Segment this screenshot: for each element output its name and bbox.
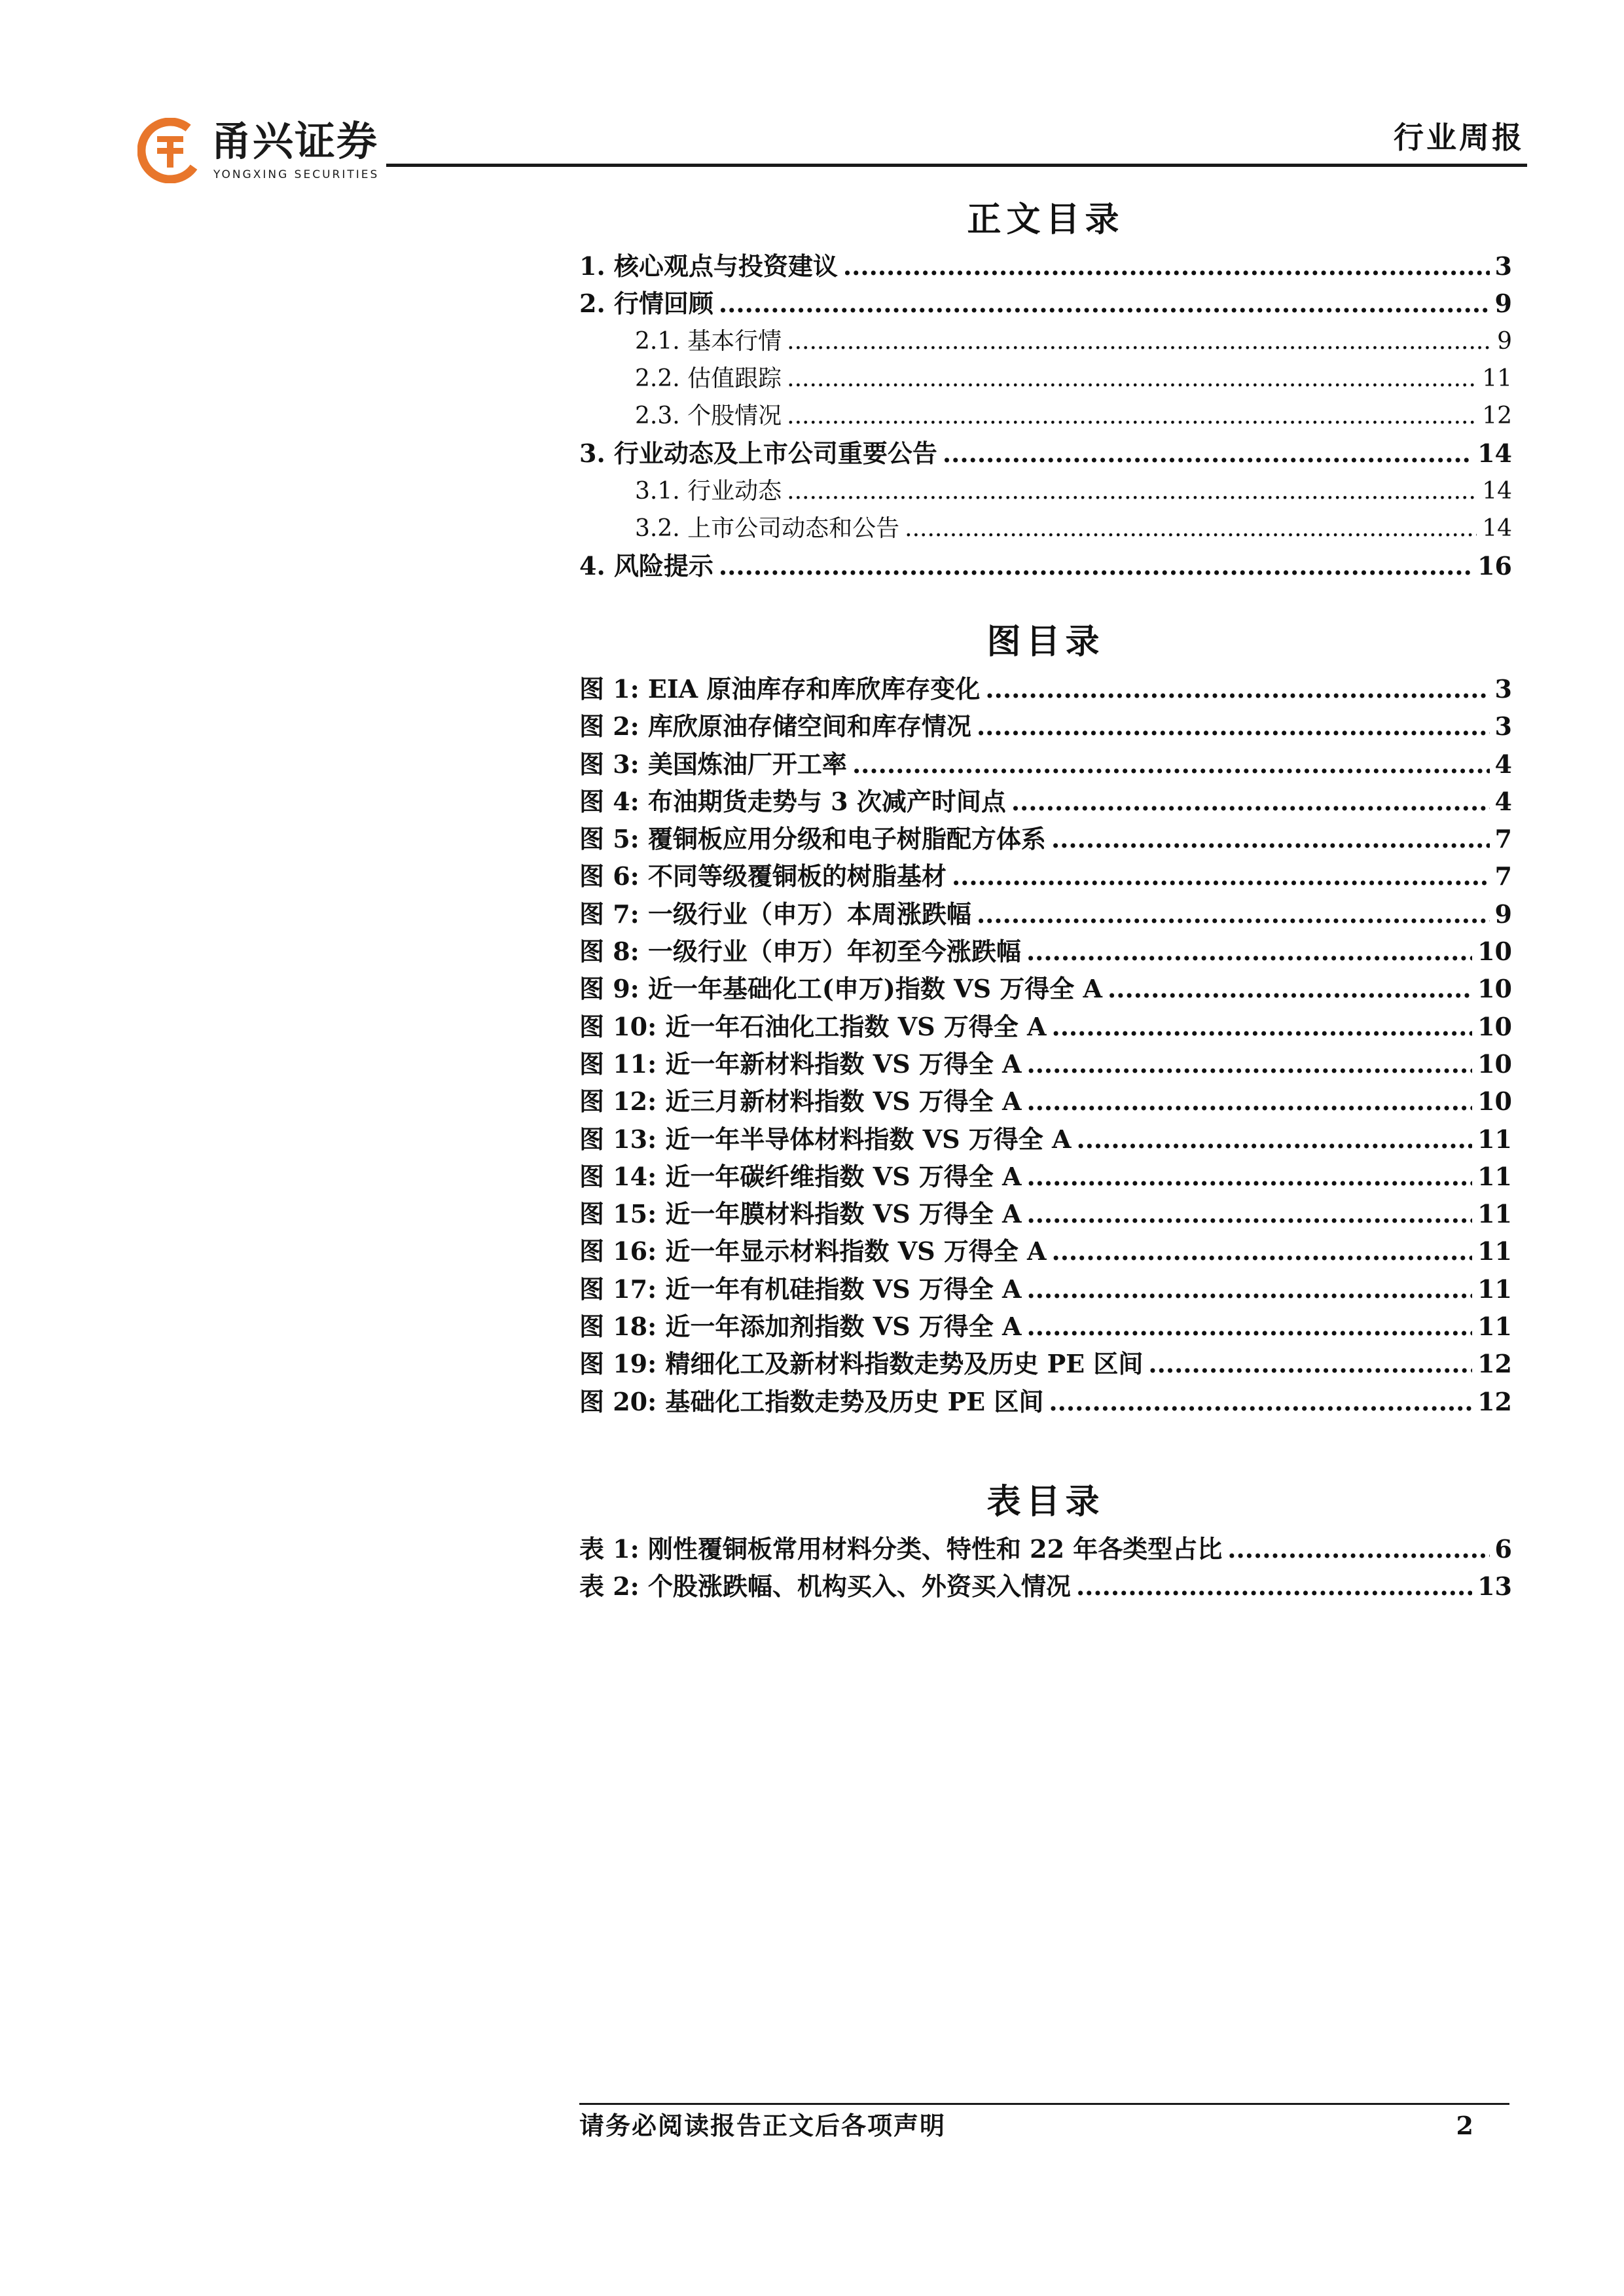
dot-leader [1051, 1008, 1472, 1045]
toc-entry-page: 9 [1497, 327, 1512, 355]
toc-entry-label: 3.2. 上市公司动态和公告 [635, 515, 900, 543]
figure-entry[interactable] [579, 1232, 1512, 1270]
toc-entry[interactable] [579, 323, 1512, 360]
figure-entry-page: 11 [1477, 1236, 1512, 1266]
page-number: 2 [1456, 2111, 1473, 2140]
dot-leader [943, 435, 1472, 472]
toc-entry[interactable] [579, 285, 1512, 322]
toc-entry-page: 3 [1494, 251, 1512, 281]
dot-leader [787, 360, 1477, 397]
figure-entry[interactable] [579, 1270, 1512, 1308]
toc-entry-label: 2. 行情回顾 [579, 289, 713, 319]
toc-entry[interactable] [579, 547, 1512, 584]
tables-list [579, 1530, 1512, 1605]
figure-entry-page: 10 [1477, 1086, 1512, 1117]
figure-entry-label: 图 17: 近一年有机硅指数 VS 万得全 A [579, 1274, 1022, 1304]
table-entry-page: 13 [1477, 1571, 1512, 1602]
dot-leader [1026, 1270, 1472, 1308]
toc-list [579, 247, 1512, 585]
figure-entry-page: 4 [1494, 786, 1512, 816]
table-entry-label: 表 2: 个股涨跌幅、机构买入、外资买入情况 [579, 1571, 1071, 1602]
dot-leader [1051, 1232, 1472, 1270]
footer-divider [579, 2103, 1509, 2105]
toc-entry[interactable] [579, 397, 1512, 435]
figure-entry[interactable] [579, 970, 1512, 1007]
table-entry-label: 表 1: 刚性覆铜板常用材料分类、特性和 22 年各类型占比 [579, 1534, 1223, 1564]
toc-entry-page: 14 [1482, 477, 1512, 505]
figure-entry-label: 图 12: 近三月新材料指数 VS 万得全 A [579, 1086, 1022, 1117]
footer-disclaimer: 请务必阅读报告正文后各项声明 [579, 2111, 947, 2140]
figure-entry-page: 12 [1477, 1386, 1512, 1416]
dot-leader [977, 708, 1490, 745]
figure-entry[interactable] [579, 1345, 1512, 1382]
company-logo [137, 115, 380, 187]
toc-entry-label: 2.3. 个股情况 [635, 403, 782, 430]
dot-leader [719, 285, 1490, 322]
figure-entry-page: 11 [1477, 1161, 1512, 1191]
toc-entry[interactable] [579, 247, 1512, 285]
figure-entry-page: 9 [1494, 899, 1512, 929]
table-entry[interactable] [579, 1530, 1512, 1568]
figure-entry-label: 图 6: 不同等级覆铜板的树脂基材 [579, 861, 947, 891]
dot-leader [1049, 1383, 1472, 1420]
dot-leader [1076, 1568, 1472, 1605]
figure-entry-label: 图 15: 近一年膜材料指数 VS 万得全 A [579, 1199, 1022, 1229]
toc-entry-label: 2.1. 基本行情 [635, 327, 782, 355]
figure-entry-page: 10 [1477, 974, 1512, 1004]
dot-leader [977, 895, 1490, 933]
dot-leader [1026, 1045, 1472, 1083]
figure-entry-page: 11 [1477, 1274, 1512, 1304]
figure-entry-label: 图 18: 近一年添加剂指数 VS 万得全 A [579, 1312, 1022, 1342]
dot-leader [719, 547, 1472, 584]
figure-entry[interactable] [579, 1383, 1512, 1420]
logo-icon [137, 118, 203, 183]
figure-entry-label: 图 13: 近一年半导体材料指数 VS 万得全 A [579, 1124, 1072, 1154]
dot-leader [1026, 1308, 1472, 1345]
figure-entry-page: 3 [1494, 674, 1512, 704]
toc-entry-label: 1. 核心观点与投资建议 [579, 251, 838, 281]
logo-text-en: YONGXING SECURITIES [213, 168, 380, 181]
figure-entry-label: 图 20: 基础化工指数走势及历史 PE 区间 [579, 1386, 1044, 1416]
toc-entry-label: 3.1. 行业动态 [635, 477, 782, 505]
figure-entry-label: 图 2: 库欣原油存储空间和库存情况 [579, 711, 971, 742]
toc-entry-page: 16 [1477, 551, 1512, 581]
dot-leader [1011, 783, 1490, 820]
figure-entry[interactable] [579, 1121, 1512, 1158]
table-entry[interactable] [579, 1568, 1512, 1605]
dot-leader [1148, 1345, 1472, 1382]
figure-entry[interactable] [579, 895, 1512, 933]
figure-entry-label: 图 3: 美国炼油厂开工率 [579, 749, 847, 779]
report-type: 行业周报 [1394, 120, 1525, 155]
dot-leader [952, 857, 1490, 895]
figure-entry-page: 10 [1477, 1049, 1512, 1079]
toc-entry[interactable] [579, 435, 1512, 472]
figure-entry-page: 11 [1477, 1312, 1512, 1342]
figure-entry-page: 11 [1477, 1124, 1512, 1154]
toc-entry-page: 14 [1477, 439, 1512, 469]
figure-entry[interactable] [579, 1158, 1512, 1195]
figure-entry[interactable] [579, 857, 1512, 895]
figure-entry-page: 4 [1494, 749, 1512, 779]
figure-entry-page: 12 [1477, 1349, 1512, 1379]
figure-entry[interactable] [579, 1045, 1512, 1083]
figures-list [579, 670, 1512, 1420]
figure-entry[interactable] [579, 745, 1512, 783]
toc-entry-page: 11 [1482, 365, 1512, 392]
dot-leader [905, 510, 1477, 547]
figure-entry-label: 图 5: 覆铜板应用分级和电子树脂配方体系 [579, 824, 1046, 854]
toc-entry-label: 4. 风险提示 [579, 551, 713, 581]
table-entry-page: 6 [1494, 1534, 1512, 1564]
dot-leader [1227, 1530, 1489, 1568]
dot-leader [1026, 1083, 1472, 1120]
figure-entry[interactable] [579, 820, 1512, 857]
figure-entry[interactable] [579, 783, 1512, 820]
toc-entry[interactable] [579, 360, 1512, 397]
figure-entry-page: 10 [1477, 937, 1512, 967]
figure-entry-label: 图 7: 一级行业（申万）本周涨跌幅 [579, 899, 971, 929]
dot-leader [1026, 1195, 1472, 1232]
figure-entry-label: 图 11: 近一年新材料指数 VS 万得全 A [579, 1049, 1022, 1079]
toc-entry[interactable] [579, 510, 1512, 547]
figure-entry-label: 图 1: EIA 原油库存和库欣库存变化 [579, 674, 981, 704]
toc-entry-page: 14 [1482, 515, 1512, 543]
toc-entry-label: 3. 行业动态及上市公司重要公告 [579, 439, 937, 469]
dot-leader [787, 323, 1492, 360]
figure-entry[interactable] [579, 708, 1512, 745]
dot-leader [1051, 820, 1490, 857]
figure-entry-page: 7 [1494, 824, 1512, 854]
figure-entry-page: 11 [1477, 1199, 1512, 1229]
figure-entry[interactable] [579, 670, 1512, 708]
figure-entry[interactable] [579, 1083, 1512, 1120]
figure-entry-label: 图 16: 近一年显示材料指数 VS 万得全 A [579, 1236, 1047, 1266]
dot-leader [1076, 1121, 1472, 1158]
figure-entry-label: 图 14: 近一年碳纤维指数 VS 万得全 A [579, 1161, 1022, 1191]
figure-entry-label: 图 19: 精细化工及新材料指数走势及历史 PE 区间 [579, 1349, 1144, 1379]
figure-entry-label: 图 10: 近一年石油化工指数 VS 万得全 A [579, 1011, 1047, 1041]
dot-leader [1108, 970, 1472, 1007]
figures-title: 图目录 [986, 622, 1105, 662]
toc-entry-label: 2.2. 估值跟踪 [635, 365, 782, 392]
toc-entry-page: 12 [1482, 403, 1512, 430]
toc-entry-page: 9 [1494, 289, 1512, 319]
dot-leader [787, 473, 1477, 510]
figure-entry[interactable] [579, 933, 1512, 970]
figure-entry-label: 图 4: 布油期货走势与 3 次减产时间点 [579, 786, 1006, 816]
figure-entry-label: 图 9: 近一年基础化工(申万)指数 VS 万得全 A [579, 974, 1102, 1004]
logo-text-cn: 甬兴证券 [211, 117, 379, 165]
dot-leader [852, 745, 1490, 783]
figure-entry-page: 3 [1494, 711, 1512, 742]
dot-leader [1026, 933, 1472, 970]
header-divider [386, 164, 1527, 167]
dot-leader [1026, 1158, 1472, 1195]
dot-leader [843, 247, 1490, 285]
figure-entry-page: 10 [1477, 1011, 1512, 1041]
figure-entry-page: 7 [1494, 861, 1512, 891]
toc-title: 正文目录 [967, 200, 1125, 240]
toc-entry[interactable] [579, 473, 1512, 510]
figure-entry[interactable] [579, 1008, 1512, 1045]
dot-leader [787, 397, 1477, 435]
tables-title: 表目录 [986, 1482, 1105, 1522]
figure-entry[interactable] [579, 1195, 1512, 1232]
dot-leader [985, 670, 1489, 708]
figure-entry-label: 图 8: 一级行业（申万）年初至今涨跌幅 [579, 937, 1021, 967]
figure-entry[interactable] [579, 1308, 1512, 1345]
